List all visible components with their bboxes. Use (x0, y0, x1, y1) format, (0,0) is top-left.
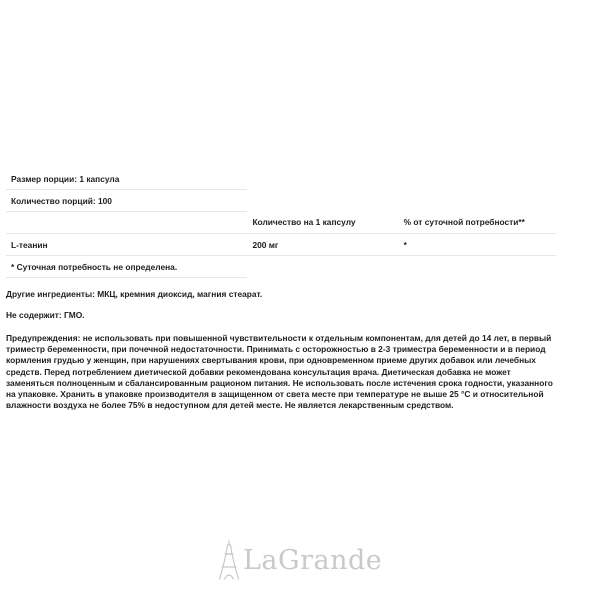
daily-value-header: % от суточной потребности** (399, 212, 556, 234)
watermark-text: LaGrande (243, 544, 383, 576)
serving-size: Размер порции: 1 капсула (6, 168, 247, 190)
supplement-facts-table (6, 168, 556, 278)
ingredient-amount: 200 мг (247, 234, 398, 256)
ingredient-daily-value: * (399, 234, 556, 256)
servings-per-container-row (6, 190, 556, 212)
eiffel-tower-icon (218, 540, 240, 580)
other-ingredients: Другие ингредиенты: МКЦ, кремния диоксид, магния стеарат. (6, 289, 263, 299)
warnings-paragraph: Предупреждения: не использовать при повышенной чувствительности к отдельным компонентам, для детей до 14 лет, в первый триместр беременности, при почечной недостаточности. Принимать с осторожностью в 2-3 триместра беременности и в период кормления грудью у женщин, при нарушениях свертывания крови, при одновременном приеме других добавок или лечебных средств. Перед потреблением диетической добавки рекомендована консультация врача. Диетическая добавка не может заменяться полноценным и сбалансированным рационом питания. Не использовать после истечения срока годности, указанного на упаковке. Хранить в упаковке производителя в защищенном от света месте при температуре не выше 25 °C и относительной влажности воздуха не более 75% в недоступном для детей месте. Не является лекарственным средством. (6, 333, 553, 411)
ingredient-name: L-теанин (6, 234, 247, 256)
daily-value-footnote: * Суточная потребность не определена. (6, 256, 247, 278)
watermark-logo (218, 540, 382, 580)
table-row (6, 234, 556, 256)
does-not-contain: Не содержит: ГМО. (6, 310, 85, 320)
footnote-row (6, 256, 556, 278)
amount-per-capsule-header: Количество на 1 капсулу (247, 212, 398, 234)
serving-size-row (6, 168, 556, 190)
table-header-row (6, 212, 556, 234)
servings-per-container: Количество порций: 100 (6, 190, 247, 212)
